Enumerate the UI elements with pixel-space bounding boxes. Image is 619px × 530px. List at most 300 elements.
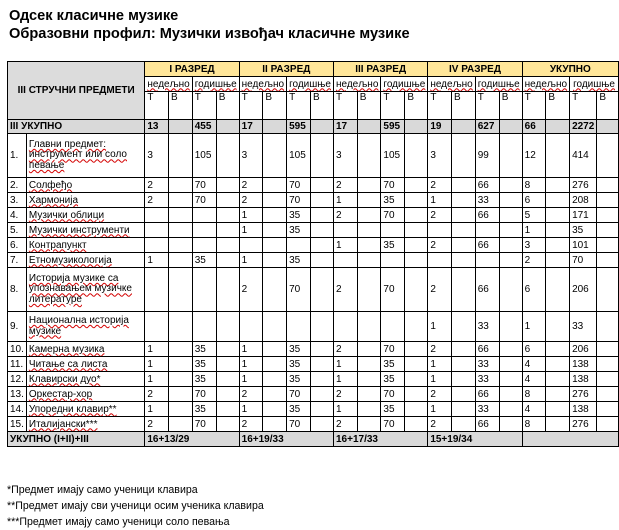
curriculum-table xyxy=(7,61,619,447)
subject-value: 2 xyxy=(333,417,357,432)
subject-value xyxy=(499,253,522,268)
subject-value: 33 xyxy=(475,357,499,372)
subject-value: 101 xyxy=(570,238,597,253)
subject-value: 12 xyxy=(522,134,546,178)
subject-value xyxy=(263,387,287,402)
subject-value xyxy=(546,372,570,387)
subject-value: 35 xyxy=(287,208,311,223)
row-number: 1. xyxy=(8,134,27,178)
subject-value xyxy=(357,357,381,372)
section-total-value xyxy=(357,120,381,134)
subject-value xyxy=(499,238,522,253)
subject-value: 105 xyxy=(287,134,311,178)
subject-value xyxy=(169,223,193,238)
subject-value xyxy=(597,253,619,268)
subject-value: 1 xyxy=(428,193,452,208)
section-total-value xyxy=(597,120,619,134)
footnote-2: **Предмет имају сви ученици осим ученика клавира xyxy=(7,500,264,512)
subject-value xyxy=(499,223,522,238)
subject-value xyxy=(263,178,287,193)
grand-total-label: УКУПНО (I+II)+III xyxy=(8,432,145,447)
subject-value: 2 xyxy=(239,268,263,312)
subject-value xyxy=(145,268,169,312)
subject-value xyxy=(169,134,193,178)
subject-value xyxy=(499,357,522,372)
subject-value xyxy=(216,312,239,342)
subject-value xyxy=(216,238,239,253)
subject-value: 35 xyxy=(287,253,311,268)
subject-value xyxy=(192,238,216,253)
subject-value xyxy=(546,312,570,342)
subject-value xyxy=(499,417,522,432)
subject-value: 5 xyxy=(522,208,546,223)
subject-value xyxy=(216,178,239,193)
subject-value xyxy=(597,357,619,372)
subject-value: 35 xyxy=(192,357,216,372)
subject-value: 1 xyxy=(333,238,357,253)
subject-value: 2 xyxy=(428,268,452,312)
subject-value xyxy=(169,357,193,372)
subject-value: 2 xyxy=(145,387,169,402)
subject-value xyxy=(452,357,476,372)
subject-value xyxy=(311,402,334,417)
section-total-value xyxy=(169,120,193,134)
subject-value: 2 xyxy=(239,417,263,432)
subject-value: 35 xyxy=(381,357,405,372)
weekly-header: недељно xyxy=(239,77,286,92)
subject-value xyxy=(499,134,522,178)
theory-header: Т xyxy=(428,92,452,120)
section-total-value xyxy=(263,120,287,134)
subject-row xyxy=(8,357,619,372)
section-total-value: 595 xyxy=(381,120,405,134)
subject-row xyxy=(8,387,619,402)
subject-value xyxy=(499,312,522,342)
theory-header: Т xyxy=(287,92,311,120)
subject-value: 8 xyxy=(522,178,546,193)
subject-value: 33 xyxy=(570,312,597,342)
subject-value: 105 xyxy=(192,134,216,178)
row-number: 11. xyxy=(8,357,27,372)
subject-value: 70 xyxy=(287,268,311,312)
row-number: 3. xyxy=(8,193,27,208)
subject-value: 171 xyxy=(570,208,597,223)
subject-name: Контрапункт xyxy=(26,238,144,253)
subject-row xyxy=(8,342,619,357)
subject-name: Етномузикологија xyxy=(26,253,144,268)
subject-value: 1 xyxy=(428,312,452,342)
subject-value xyxy=(499,208,522,223)
subject-value xyxy=(546,253,570,268)
subject-value: 4 xyxy=(522,357,546,372)
subject-value: 35 xyxy=(381,238,405,253)
subject-name: Историја музике са упознавањем музичке литературе xyxy=(26,268,144,312)
theory-header: Т xyxy=(475,92,499,120)
subject-value xyxy=(216,402,239,417)
subject-value xyxy=(311,223,334,238)
subject-value: 1 xyxy=(239,342,263,357)
grand-total-value: 16+19/33 xyxy=(239,432,333,447)
subject-name: Упоредни клавир** xyxy=(26,402,144,417)
subject-value: 1 xyxy=(522,223,546,238)
subject-value xyxy=(216,342,239,357)
subject-value xyxy=(357,312,381,342)
subject-value: 138 xyxy=(570,357,597,372)
subject-value: 35 xyxy=(381,372,405,387)
grand-total-value xyxy=(522,432,618,447)
subject-value: 70 xyxy=(192,193,216,208)
subject-value xyxy=(169,193,193,208)
subject-value: 3 xyxy=(239,134,263,178)
subject-value: 138 xyxy=(570,372,597,387)
subject-value xyxy=(311,134,334,178)
yearly-header: годишње xyxy=(287,77,334,92)
subject-row xyxy=(8,312,619,342)
subject-value xyxy=(597,268,619,312)
row-number: 2. xyxy=(8,178,27,193)
subject-value: 2 xyxy=(428,178,452,193)
theory-header: Т xyxy=(570,92,597,120)
subject-value: 1 xyxy=(145,253,169,268)
subject-value xyxy=(311,253,334,268)
subject-value xyxy=(169,312,193,342)
subject-value: 2 xyxy=(522,253,546,268)
subject-value: 70 xyxy=(287,178,311,193)
subject-value xyxy=(452,312,476,342)
subject-value xyxy=(452,253,476,268)
subject-value: 414 xyxy=(570,134,597,178)
row-number: 8. xyxy=(8,268,27,312)
subject-value xyxy=(546,238,570,253)
subject-value xyxy=(546,342,570,357)
subject-value: 276 xyxy=(570,178,597,193)
subject-value xyxy=(216,357,239,372)
row-number: 5. xyxy=(8,223,27,238)
subject-value xyxy=(263,312,287,342)
subject-value: 1 xyxy=(333,193,357,208)
subject-value xyxy=(263,357,287,372)
section-total-label: III УКУПНО xyxy=(8,120,145,134)
weekly-header: недељно xyxy=(522,77,569,92)
subject-value xyxy=(405,417,428,432)
subject-row xyxy=(8,372,619,387)
subject-value xyxy=(263,342,287,357)
subject-value: 33 xyxy=(475,372,499,387)
subject-value xyxy=(239,238,263,253)
subject-value xyxy=(546,223,570,238)
subject-value: 70 xyxy=(381,342,405,357)
subject-value xyxy=(597,134,619,178)
subject-value xyxy=(597,372,619,387)
subject-value xyxy=(145,208,169,223)
weekly-header: недељно xyxy=(145,77,192,92)
subject-value xyxy=(333,253,357,268)
subject-value xyxy=(263,208,287,223)
subject-value: 70 xyxy=(381,417,405,432)
subject-value: 35 xyxy=(192,253,216,268)
subject-value xyxy=(597,402,619,417)
grand-total-value: 16+17/33 xyxy=(333,432,427,447)
subject-value xyxy=(405,372,428,387)
section-total-value: 66 xyxy=(522,120,546,134)
subject-value xyxy=(169,387,193,402)
subject-value xyxy=(405,357,428,372)
row-number: 15. xyxy=(8,417,27,432)
subject-value: 35 xyxy=(287,342,311,357)
subject-row xyxy=(8,208,619,223)
subject-value: 70 xyxy=(381,268,405,312)
subject-value xyxy=(216,417,239,432)
row-number: 9. xyxy=(8,312,27,342)
subject-value: 8 xyxy=(522,387,546,402)
subject-value xyxy=(357,387,381,402)
subject-value: 35 xyxy=(192,342,216,357)
section-total-value: 19 xyxy=(428,120,452,134)
subject-value xyxy=(311,238,334,253)
row-number: 6. xyxy=(8,238,27,253)
subject-value xyxy=(546,387,570,402)
section-total-value xyxy=(452,120,476,134)
subject-value xyxy=(405,134,428,178)
subject-value xyxy=(597,387,619,402)
subject-value xyxy=(263,238,287,253)
subject-value xyxy=(216,208,239,223)
subject-value: 2 xyxy=(428,208,452,223)
subject-name: Солфеђо xyxy=(26,178,144,193)
subject-value xyxy=(597,178,619,193)
practice-header: В xyxy=(597,92,619,120)
subject-value: 2 xyxy=(333,342,357,357)
subject-value xyxy=(357,178,381,193)
subject-value xyxy=(405,178,428,193)
subject-value: 2 xyxy=(333,208,357,223)
subject-value xyxy=(216,387,239,402)
section-total-value: 17 xyxy=(239,120,263,134)
subject-value: 2 xyxy=(333,268,357,312)
subject-value: 33 xyxy=(475,402,499,417)
subject-value xyxy=(216,268,239,312)
subject-value: 206 xyxy=(570,342,597,357)
subject-value xyxy=(597,238,619,253)
subject-value xyxy=(405,253,428,268)
theory-header: Т xyxy=(381,92,405,120)
subject-value: 70 xyxy=(381,178,405,193)
subject-value: 1 xyxy=(239,372,263,387)
weekly-header: недељно xyxy=(333,77,380,92)
subject-value xyxy=(311,193,334,208)
subject-value xyxy=(169,402,193,417)
subject-value: 66 xyxy=(475,238,499,253)
grand-total-row xyxy=(8,432,619,447)
subject-value: 66 xyxy=(475,178,499,193)
grand-total-value: 15+19/34 xyxy=(428,432,522,447)
section-total-row xyxy=(8,120,619,134)
subject-name: Италијански*** xyxy=(26,417,144,432)
subject-value: 35 xyxy=(381,402,405,417)
practice-header: В xyxy=(452,92,476,120)
subject-row xyxy=(8,178,619,193)
subject-row xyxy=(8,238,619,253)
subject-value: 33 xyxy=(475,312,499,342)
subject-value xyxy=(263,372,287,387)
subject-value xyxy=(381,223,405,238)
subject-value: 1 xyxy=(333,372,357,387)
section-total-value: 13 xyxy=(145,120,169,134)
grade-header: II РАЗРЕД xyxy=(239,62,333,77)
subject-value xyxy=(169,253,193,268)
subject-value: 2 xyxy=(428,387,452,402)
subject-value: 2 xyxy=(428,238,452,253)
subject-value xyxy=(169,342,193,357)
subject-value xyxy=(263,268,287,312)
section-total-value xyxy=(216,120,239,134)
subject-value xyxy=(381,253,405,268)
subject-value: 208 xyxy=(570,193,597,208)
section-total-value: 2272 xyxy=(570,120,597,134)
subject-value xyxy=(192,312,216,342)
subject-value xyxy=(452,178,476,193)
subject-value xyxy=(357,134,381,178)
subject-value: 2 xyxy=(428,342,452,357)
subject-row xyxy=(8,417,619,432)
weekly-header: недељно xyxy=(428,77,475,92)
yearly-header: годишње xyxy=(192,77,239,92)
row-number: 12. xyxy=(8,372,27,387)
section-total-value xyxy=(499,120,522,134)
subject-value: 2 xyxy=(145,193,169,208)
subject-value xyxy=(546,402,570,417)
yearly-header: годишње xyxy=(475,77,522,92)
subject-value xyxy=(475,253,499,268)
row-number: 13. xyxy=(8,387,27,402)
subject-value xyxy=(311,312,334,342)
subject-value: 1 xyxy=(522,312,546,342)
subject-row xyxy=(8,253,619,268)
section-total-value: 595 xyxy=(287,120,311,134)
subject-value: 66 xyxy=(475,342,499,357)
practice-header: В xyxy=(405,92,428,120)
subject-value: 3 xyxy=(333,134,357,178)
subject-value xyxy=(263,223,287,238)
subject-value: 6 xyxy=(522,342,546,357)
subject-value: 206 xyxy=(570,268,597,312)
section-title: III СТРУЧНИ ПРЕДМЕТИ xyxy=(8,62,145,120)
subject-value xyxy=(357,208,381,223)
subject-value xyxy=(357,342,381,357)
subject-value xyxy=(597,208,619,223)
subject-value xyxy=(169,208,193,223)
subject-value xyxy=(311,208,334,223)
header-row-grades xyxy=(8,62,619,77)
subject-value xyxy=(216,253,239,268)
row-number: 7. xyxy=(8,253,27,268)
subject-value xyxy=(546,417,570,432)
grand-total-value: 16+13/29 xyxy=(145,432,239,447)
subject-value xyxy=(428,223,452,238)
subject-value xyxy=(546,193,570,208)
row-number: 4. xyxy=(8,208,27,223)
subject-value: 3 xyxy=(145,134,169,178)
subject-value xyxy=(405,193,428,208)
subject-value xyxy=(475,223,499,238)
subject-value xyxy=(452,134,476,178)
subject-value xyxy=(546,134,570,178)
subject-value: 1 xyxy=(145,372,169,387)
subject-value: 1 xyxy=(145,342,169,357)
subject-value: 35 xyxy=(192,372,216,387)
subject-value xyxy=(263,134,287,178)
subject-value: 35 xyxy=(570,223,597,238)
subject-value: 6 xyxy=(522,193,546,208)
subject-value xyxy=(287,312,311,342)
subject-value: 138 xyxy=(570,402,597,417)
subject-value: 1 xyxy=(145,402,169,417)
subject-value xyxy=(597,417,619,432)
subject-value xyxy=(597,342,619,357)
subject-value xyxy=(452,223,476,238)
theory-header: Т xyxy=(145,92,169,120)
subject-value xyxy=(452,372,476,387)
subject-value xyxy=(452,342,476,357)
subject-value xyxy=(192,268,216,312)
subject-value xyxy=(597,312,619,342)
subject-name: Музички инструменти xyxy=(26,223,144,238)
subject-value: 1 xyxy=(145,357,169,372)
grade-header: III РАЗРЕД xyxy=(333,62,427,77)
subject-name: Главни предмет: инструмент или соло певање xyxy=(26,134,144,178)
section-total-value xyxy=(311,120,334,134)
subject-value xyxy=(405,387,428,402)
subject-value xyxy=(499,342,522,357)
subject-value xyxy=(499,372,522,387)
yearly-header: годишње xyxy=(381,77,428,92)
subject-value xyxy=(287,238,311,253)
subject-value xyxy=(145,223,169,238)
subject-value: 3 xyxy=(428,134,452,178)
footnote-1: *Предмет имају само ученици клавира xyxy=(7,484,198,496)
subject-value: 6 xyxy=(522,268,546,312)
subject-value: 2 xyxy=(333,387,357,402)
subject-value xyxy=(311,178,334,193)
practice-header: В xyxy=(263,92,287,120)
subject-value: 70 xyxy=(381,208,405,223)
subject-value xyxy=(405,268,428,312)
subject-value xyxy=(381,312,405,342)
subject-value xyxy=(546,268,570,312)
subject-value xyxy=(452,387,476,402)
subject-value xyxy=(357,372,381,387)
subject-value xyxy=(452,417,476,432)
section-total-value xyxy=(546,120,570,134)
subject-value: 35 xyxy=(287,357,311,372)
subject-value xyxy=(405,312,428,342)
subject-value: 70 xyxy=(570,253,597,268)
yearly-header: годишње xyxy=(570,77,619,92)
subject-name: Хармонија xyxy=(26,193,144,208)
subject-value xyxy=(216,134,239,178)
subject-value xyxy=(357,193,381,208)
subject-value xyxy=(357,253,381,268)
subject-value: 1 xyxy=(428,372,452,387)
subject-value xyxy=(499,193,522,208)
subject-value xyxy=(169,372,193,387)
subject-name: Оркестар-хор xyxy=(26,387,144,402)
subject-value: 33 xyxy=(475,193,499,208)
page-title: Одсек класичне музике xyxy=(9,8,179,24)
subject-value: 70 xyxy=(287,387,311,402)
theory-header: Т xyxy=(192,92,216,120)
subject-value xyxy=(333,223,357,238)
